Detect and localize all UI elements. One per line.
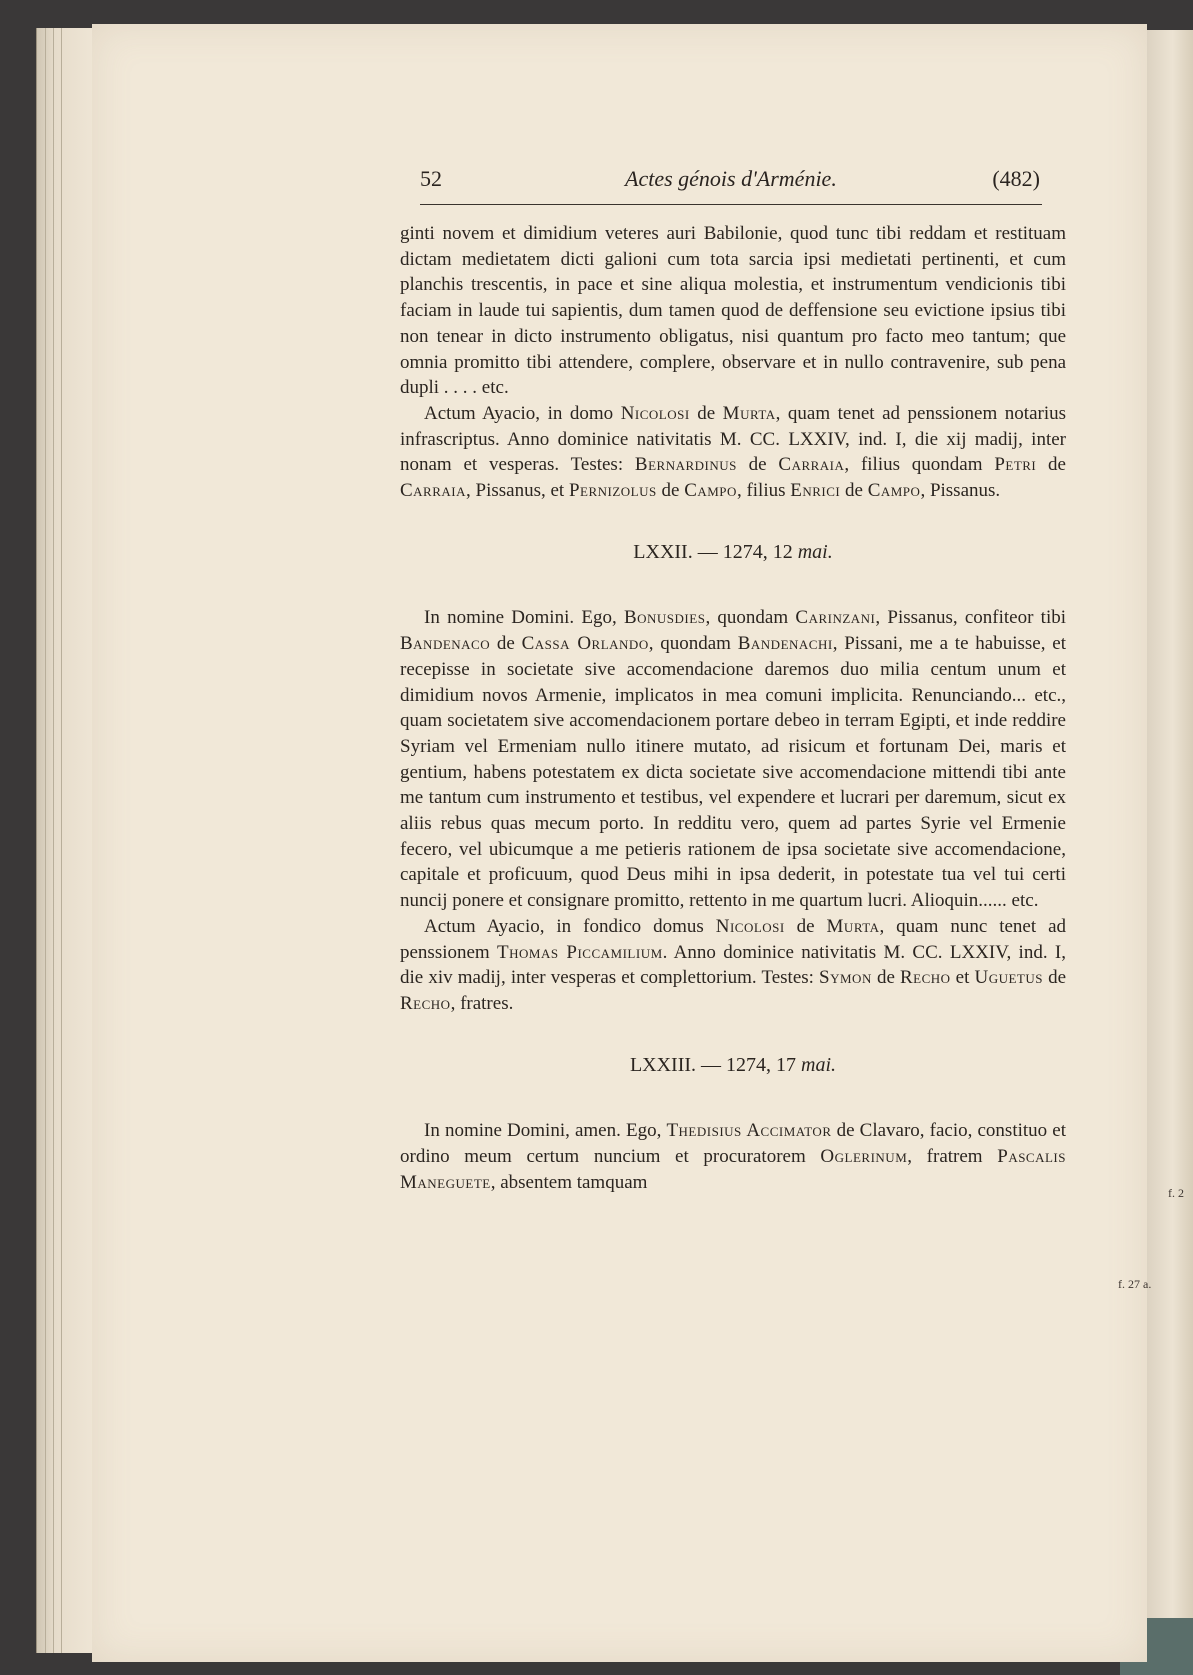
body-text: [400, 221, 1066, 1196]
text-run: et: [950, 967, 975, 989]
proper-name: Thomas Piccamilium: [497, 941, 663, 963]
text-run: , quondam: [648, 633, 738, 655]
proper-name: Murta: [722, 402, 776, 424]
proper-name: Nicolosi: [620, 402, 690, 424]
margin-note: f. 2: [1168, 1186, 1184, 1200]
proper-name: Bonusdies: [623, 607, 706, 629]
proper-name: Thedisius Accimator: [666, 1120, 832, 1142]
proper-name: Uguetus: [974, 967, 1043, 989]
proper-name: Carinzani: [795, 607, 876, 629]
proper-name: Petri: [994, 454, 1037, 476]
text-run: . Anno dominice nativitatis M. CC. LXXIV, ind. I, die xiv madij, inter vesperas et complettorium. Testes:: [400, 941, 1066, 989]
proper-name: Recho: [400, 992, 451, 1014]
text-run: , Pissani, me a te habuisse, et recepisse in societate sive accomendacione daremos duo milia centum unum et dimidium novos Armenie, implicatos in mea comuni implicita. Renunciando... etc., quam societatem sive accomendacionem portare debeo in terram Egipti, et inde reddire Syriam vel Ermeniam nullo itinere mutato, ad risicum et fortunam Dei, maris et gentium, habens potestatem ex dicta societate sive accomendacione mittendi tibi ante me tantum cum instrumento et testibus, vel expendere et lucrari per daremum, sicut ex aliis rebus quas mecum porto. In redditu vero, quem ad partes Syrie vel Ermenie fecero, vel ubicumque a me petieris rationem de ipsa societate sive accomendacione, capitale et proficuum, quod Deus mihi in ipsa dederit, in potestate tua vel tui certi nuncij ponere et consignare promitto, rettento in me quartum lucri. Alioquin...... etc.: [400, 633, 1066, 912]
proper-name: Carraia: [778, 454, 845, 476]
proper-name: Campo: [684, 480, 737, 502]
text-run: de: [1036, 454, 1066, 476]
proper-name: Murta: [826, 915, 880, 937]
proper-name: Symon: [819, 967, 872, 989]
text-run: , fratres.: [450, 992, 514, 1014]
text-run: de Clavaro, facio, constituo et ordino meum certum nuncium et procuratorem: [400, 1120, 1066, 1168]
text-run: Actum Ayacio, in fondico domus: [424, 915, 716, 937]
running-title: Actes génois d'Arménie.: [625, 166, 837, 191]
proper-name: Recho: [899, 967, 951, 989]
header-rule: [420, 204, 1042, 205]
text-run: , Pissanus.: [920, 480, 1001, 502]
proper-name: Nicolosi: [715, 915, 785, 937]
proper-name: Enrici: [790, 480, 841, 502]
text-run: , quondam: [705, 607, 796, 629]
text-run: de: [1042, 967, 1067, 989]
proper-name: Carraia: [400, 480, 467, 502]
italic-text: mai.: [801, 1053, 837, 1076]
paragraph: [400, 914, 1066, 1017]
text-run: , Pissanus, confiteor tibi: [875, 607, 1066, 629]
text-run: , Pissanus, et: [466, 480, 569, 502]
text-run: , quam nunc tenet ad penssionem: [400, 915, 1066, 963]
text-run: de: [736, 454, 779, 476]
page-number: 52: [420, 166, 442, 191]
text-run: , quam tenet ad penssionem notarius infrascriptus. Anno dominice nativitatis M. CC. LXXIV, ind. I, die xij madij, inter nonam et vesperas. Testes:: [400, 402, 1066, 476]
entry-heading: [400, 540, 1066, 566]
running-head: [420, 166, 1040, 198]
text-run: de: [656, 480, 685, 502]
italic-text: mai.: [797, 540, 833, 563]
text-run: ginti novem et dimidium veteres auri Babilonie, quod tunc tibi reddam et restituam dictam medietatem dicti galioni cum tota sarcia ipsi medietati pertinenti, et cum planchis trescentis, in pace et sine aliqua molestia, et instrumentum vendicionis tibi faciam in laude tui sapientis, dum tamen quod de deffensione seu evictione ipsius tibi non tenear in dicto instrumento obligatus, nisi quantum pro facto meo tantum; que omnia promitto tibi attendere, complere, observare et in nullo contravenire, sub pena dupli . . . . etc.: [400, 223, 1066, 399]
paragraph: [400, 401, 1066, 504]
proper-name: Oglerinum: [820, 1146, 908, 1168]
entry-heading: [400, 1053, 1066, 1079]
text-run: de: [490, 633, 522, 655]
text-run: Actum Ayacio, in domo: [424, 402, 621, 424]
proper-name: Bernardinus: [634, 454, 737, 476]
text-run: , filius: [736, 480, 791, 502]
text-run: de: [871, 967, 900, 989]
text-run: LXXII. — 1274, 12: [633, 540, 798, 563]
text-run: de: [784, 915, 827, 937]
section-number: (482): [992, 166, 1040, 191]
text-run: LXXIII. — 1274, 17: [629, 1053, 802, 1076]
paragraph: [400, 605, 1066, 913]
text-run: In nomine Domini. Ego,: [424, 607, 624, 629]
margin-note: f. 27 a.: [1118, 1277, 1152, 1291]
text-run: In nomine Domini, amen. Ego,: [424, 1120, 667, 1142]
page-stack-right-edge: [1142, 30, 1193, 1630]
proper-name: Pascalis Maneguete: [400, 1146, 1066, 1193]
text-run: , fratrem: [907, 1146, 998, 1168]
text-run: de: [840, 480, 868, 502]
text-run: , filius quondam: [844, 454, 995, 476]
proper-name: Cassa Orlando: [521, 633, 649, 655]
proper-name: Bandenachi: [737, 633, 833, 655]
paragraph: [400, 221, 1066, 401]
text-run: , absentem tamquam: [490, 1171, 648, 1193]
page-stack-left-edge: [36, 28, 97, 1653]
proper-name: Bandenaco: [400, 633, 491, 655]
text-run: de: [689, 402, 723, 424]
proper-name: Pernizolus: [568, 480, 657, 502]
paragraph: [400, 1118, 1066, 1195]
proper-name: Campo: [867, 480, 921, 502]
